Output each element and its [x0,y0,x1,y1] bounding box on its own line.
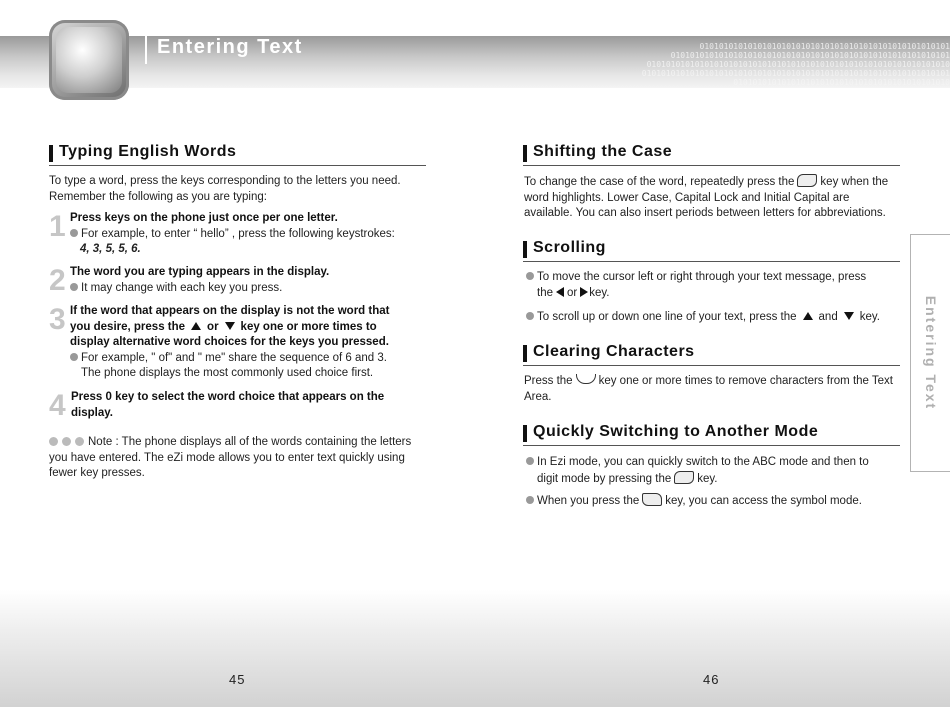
section-shift-heading: Shifting the Case [523,143,900,166]
step-1-detail: For example, to enter “ hello” , press the following keystrokes: [70,227,420,243]
page-number-left: 45 [229,672,246,687]
bullet-icon [526,312,534,320]
step-2-title: The word you are typing appears in the display. [70,266,330,278]
section-typing-heading: Typing English Words [49,143,426,166]
up-key-icon [191,322,201,330]
step-3-title: If the word that appears on the display is not the word that you desire, press the or key one or more times to display alternative word choices for the keys you pressed. [70,305,390,348]
note-dot-icon [75,437,84,446]
clear-key-icon [576,374,596,384]
side-tab [910,234,950,472]
switch-bullet-2: When you press the key, you can access the symbol mode. [526,493,896,510]
right-key-icon [580,287,588,297]
bullet-icon [70,283,78,291]
scroll-bullet-2: To scroll up or down one line of your text, press the and key. [526,310,896,326]
bullet-icon [526,272,534,280]
side-tab-label: Entering Text [923,295,939,411]
scroll-bullet-1: To move the cursor left or right through your text message, press the or key. [526,270,896,301]
binary-pattern: 0101010101010101010101010101010101010101010101010101 0101010101010101010101010101010101010101010101010101010101 010101010101010101010101010101010101010101010101010101010101010 0101010101010101010101010101010101010101010101010101010101010101 010101010101010101010101010101010101010101010 [641,42,950,87]
step-1-number: 1 [49,210,66,243]
clear-text: Press the key one or more times to remove characters from the Text Area. [524,375,894,403]
typing-intro: To type a word, press the keys corresponding to the letters you need. Remember the following as you are typing: [49,175,401,203]
step-1-keystrokes: 4, 3, 5, 5, 6. [80,243,141,255]
section-scroll-heading: Scrolling [523,239,900,262]
switch-bullet-1: In Ezi mode, you can quickly switch to the ABC mode and then to digit mode by pressing the key. [526,455,896,487]
title-divider [145,34,147,64]
step-3-detail-2: The phone displays the most commonly used choice first. [81,367,374,379]
shift-key-icon [797,174,817,187]
bullet-icon [526,457,534,465]
page-number-right: 46 [703,672,720,687]
step-4-title: Press 0 key to select the word choice that appears on the display. [71,391,385,419]
shift-text: To change the case of the word, repeatedly press the key when the word highlights. Lower Case, Capital Lock and Initial Capital are available. You can also insert periods between letters for abbreviations. [524,176,889,219]
step-2-detail: It may change with each key you press. [70,281,420,297]
section-switch-heading: Quickly Switching to Another Mode [523,423,900,446]
symbol-key-icon [642,493,662,506]
down-key-icon [225,322,235,330]
phone-logo-icon [49,20,129,100]
note-dot-icon [62,437,71,446]
step-4-number: 4 [49,389,66,422]
step-3-detail: For example, " of" and " me" share the sequence of 6 and 3. [70,351,420,367]
section-clear-heading: Clearing Characters [523,343,900,366]
left-key-icon [556,287,564,297]
bullet-icon [526,496,534,504]
step-3-number: 3 [49,303,66,336]
step-2-number: 2 [49,264,66,297]
bullet-icon [70,229,78,237]
mode-key-icon [674,471,694,484]
step-1-title: Press keys on the phone just once per one letter. [70,212,338,224]
up-key-icon [803,312,813,320]
bullet-icon [70,353,78,361]
down-key-icon [844,312,854,320]
page-title: Entering Text [157,36,303,58]
note: Note : The phone displays all of the words containing the letters you have entered. The eZi mode allows you to enter text quickly using fewer key presses. [49,436,412,479]
note-dot-icon [49,437,58,446]
footer-band [0,590,950,707]
